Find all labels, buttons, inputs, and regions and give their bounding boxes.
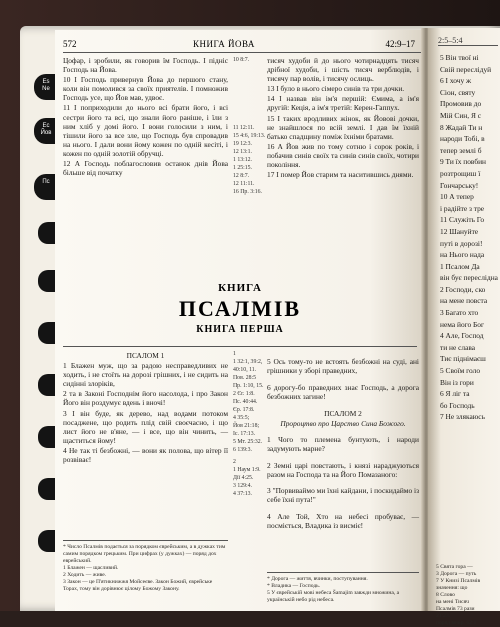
running-title: КНИГА ЙОВА (193, 39, 255, 49)
verse-text: 1 Блажен муж, що за радою несправедливих не ходить, і не стоїть на дорозі грішних, і не сидить на сидінні злоріків, (63, 361, 228, 389)
line-text: 3 Багато хто (440, 308, 479, 318)
footnote: 5 Свята гора — (436, 564, 473, 570)
line-text: 8 Жадай Ти н (440, 122, 483, 132)
cross-ref: Іс. 17:13. (233, 431, 256, 437)
verse-text: 17 І помер Йов старим та наситившись днями. (267, 170, 414, 180)
cross-ref: 1 13:12. (233, 157, 253, 163)
verse-text: Цофар, і зробили, як говорив їм Господь. І підніс Господь на Йова. (63, 56, 228, 75)
cross-ref: 1 32:1, 39:2, 40:10, 11. (233, 359, 263, 373)
cross-ref: Пр. 1:10, 15. (233, 383, 264, 389)
line-text: 6 Я ліг та (440, 389, 470, 399)
verse-text: 10 І Господь привернув Йова до першого стану, коли він помолився за своїх приятелів. І помножив Господь усе, що Йов мав, удвоє. (63, 75, 228, 103)
cross-ref: 5 Мт. 25:32. (233, 439, 263, 445)
line-text: 7 Не злякаюсь (440, 412, 485, 422)
line-text: Сіон, святу (440, 87, 476, 97)
right-footnotes (436, 564, 500, 627)
verse-text: 4 Але Той, Хто на небесі пробуває, — посміється, Владика із висміє! (267, 511, 419, 530)
line-text: Гончарську! (440, 180, 479, 190)
footnote: Псалмів 73 рази (436, 606, 475, 612)
line-text: і радійте з тре (440, 203, 485, 213)
cross-ref: 16 Пр. 3:16. (233, 189, 262, 195)
line-text: Мій Син, Я с (440, 110, 482, 120)
cross-ref: 1 (233, 351, 236, 357)
footnote: 2 Ходить — живе. (63, 572, 107, 578)
book-title-block (55, 282, 425, 335)
thumb-tab-label: Пс (42, 179, 50, 185)
line-text: 12 Шануйте (440, 226, 479, 236)
job-column-right (267, 56, 419, 180)
left-page (55, 30, 425, 611)
cross-ref: Дії 4:25. (233, 475, 254, 481)
right-page-header: 2:5–5:4 (438, 36, 498, 46)
line-text: Свій переслідуй (440, 64, 492, 74)
cross-ref: 10 8:7. (233, 57, 250, 63)
line-text: тепер землі б (440, 145, 482, 155)
verse-text: 2 Земні царі повстають, і князі нараджуються разом на Господа та на Його Помазаного: (267, 460, 419, 479)
cross-ref: 15 4:6, 19:13. (233, 133, 266, 139)
line-text: бо Господь (440, 400, 475, 410)
line-text: розтрощиш ї (440, 168, 481, 178)
line-text: Промовив до (440, 99, 482, 109)
verse-text: 6 дорогу-бо праведних знає Господь, а дорога безбожних загине! (267, 382, 419, 402)
footnote: значення: що (436, 585, 468, 591)
line-text: Тиє піднімаєш (440, 354, 486, 364)
book-kicker: КНИГА (218, 282, 262, 294)
line-text: нема його Бог (440, 319, 485, 329)
line-text: 11 Служіть Го (440, 215, 485, 225)
line-text: ти не слава (440, 342, 476, 352)
psalm-1-column (63, 350, 228, 465)
line-text: путі в дорозі! (440, 238, 483, 248)
line-text: 5 Своїм голо (440, 366, 481, 376)
right-page (428, 28, 500, 626)
cross-ref: 4 37:13. (233, 491, 253, 497)
footnote: на мені Тисяч (436, 599, 469, 605)
line-text: 5 Він твої ні (440, 53, 479, 62)
verse-text: 12 А Господь поблагословив останок днів Йова більше від початку (63, 159, 228, 178)
footnote: * Дорога — життя, вчинки, поступування. (267, 576, 368, 582)
verse-text: 16 А Йов жив по тому сотню і сорок років, і побачив синів своїх та синів синів своїх, чотири покоління. (267, 141, 419, 170)
verse-text: 5 Ось тому-то не встоять безбожні на суді, ані грішники у зборі праведних, (267, 357, 419, 376)
line-text: народи Тобі, в (440, 134, 485, 144)
cross-ref: Єр. 17:8. (233, 407, 255, 413)
cross-ref: 1 25:15. (233, 165, 253, 171)
page-number: 572 (63, 39, 77, 49)
chapter-ref: 42:9–17 (385, 39, 415, 49)
footnote-divider (63, 540, 228, 541)
footnotes-left (63, 544, 228, 593)
cross-ref: 12 8:7. (233, 173, 250, 179)
verse-text: тисяч худоби й до нього чотирнадцять тисяч дрібної худоби, і шість тисяч верблюдів, і тисячу пар волів, і тисячу ослиць. (267, 56, 419, 84)
footnotes-right (267, 576, 419, 604)
psalm-cross-reference-column (233, 350, 271, 498)
cross-ref: 3 129:4. (233, 483, 253, 489)
cross-ref: 2 (233, 459, 236, 465)
cross-ref: 11 12:11. (233, 125, 255, 131)
line-text: на мене повста (440, 296, 488, 306)
psalm-heading: ПСАЛОМ 1 (126, 351, 165, 360)
footnote: 7 У Книзі Псалмів (436, 578, 481, 584)
footnote: 3 Дорога — путь (436, 571, 477, 577)
verse-text: 3 І він буде, як дерево, над водами потоком посаджене, що родить плід свій своєчасно, і що лист його не в'яне, — і все, що він чинить, — щаститься йому! (63, 408, 228, 445)
line-text: він бує переслідна (440, 273, 498, 283)
cross-ref: Йов 21:18; (233, 423, 260, 429)
line-text: 1 Псалом Да (440, 261, 480, 271)
verse-text: 3 "Порвиваймо ми їхні кайдани, і поскидаймо із себе їхні пута!" (267, 486, 419, 505)
footnote: * Владика — Господь. (267, 583, 321, 589)
footnote: 3 Закон — це П'ятикнижжя Мойсеєве. Закон Божий, єврейське Торах, тому він дорівнює цілому Божому Закону. (63, 579, 213, 592)
verse-text: 14 І назвав він ім'я першій: Ємима, а ім'я другій: Кеція, а ім'я третій: Керен-Гаппух. (267, 94, 419, 113)
footnote: 21:23. (436, 613, 451, 619)
cross-ref: 2 Єг. 1:8. (233, 391, 255, 397)
line-text: на Нього нада (440, 250, 485, 260)
job-column-left (63, 56, 228, 178)
verse-text: 2 та в Законі Господнім його насолода, і про Закон Його він роздумує вдень і вночі! (63, 389, 228, 408)
footnote: поряд вечір, 62:1 (436, 620, 477, 626)
cross-ref: Пов. 28:5 (233, 375, 257, 381)
book-subtitle: КНИГА ПЕРША (196, 324, 284, 335)
divider (63, 346, 417, 347)
line-text: 6 І хочу ж (440, 76, 472, 86)
verse-text: 4 Не так ті безбожні, — вони як полова, що вітер її розвіває! (63, 445, 228, 465)
footnote: 8 Слово (436, 592, 455, 598)
psalm-superscription: Пророцтво про Царство Сина Божого. (280, 418, 406, 428)
cross-ref: 12 13:1. (233, 149, 253, 155)
footnote: 5 У єврейській мові небеса Šamajim завжди множина, а українській небо рід небеса. (267, 590, 400, 603)
psalm-2-column (267, 350, 419, 537)
footnote: * Число Псалмів подається за порядком єврейським, а в дужках тим самим порядком грецьким. При цифрах (у дужках) — поряд дох еврейський. (63, 544, 226, 564)
line-text: 4 Але, Господ (440, 331, 484, 341)
page-header (63, 38, 421, 53)
cross-ref: 12 11:11. (233, 181, 255, 187)
cross-ref: 6 139:3. (233, 447, 253, 453)
verse-text: 13 І було в нього сімеро синів та три дочки. (267, 84, 405, 94)
book-title: ПСАЛМІВ (178, 296, 302, 321)
footnote-divider (267, 572, 419, 573)
line-text: 10 А тепер (440, 192, 474, 202)
verse-text: 11 І поприходили до нього всі брати його, і всі сестри його та всі, що знали його раніше, і їли з ним хліб у домі його. І вони голосили з ним, і тішили його за все зле, що Господь був спровадив на нього. І дали вони йому кожен по одній кесіті, і кожен по одній золотій обручці. (63, 103, 228, 158)
line-text: 9 Ти їх повбин (440, 157, 486, 167)
psalm-heading: ПСАЛОМ 2 (324, 408, 362, 418)
thumb-tab-label: Es Ne (42, 79, 50, 92)
cross-ref: 1 Наум 1:9. (233, 467, 261, 473)
verse-text: 1 Чого то племена бунтують, і народи задумують марне? (267, 435, 419, 454)
footnote: 1 Блажен — щасливий. (63, 565, 119, 571)
line-text: 2 Господи, ско (440, 284, 486, 294)
cross-ref: Пс. 40:44. (233, 399, 258, 405)
cross-ref: 4 35:5; (233, 415, 250, 421)
verse-text: 15 І таких вродливих жінок, як Йовові дочки, не знайшлося по всій землі. І дав їм їхній батько спадщину поміж їхніми братами. (267, 113, 419, 141)
right-page-text (440, 52, 500, 423)
line-text: Він із гори (440, 377, 474, 387)
cross-ref: 19 12:3. (233, 141, 253, 147)
thumb-tab-label: Ес Йов (40, 123, 52, 136)
